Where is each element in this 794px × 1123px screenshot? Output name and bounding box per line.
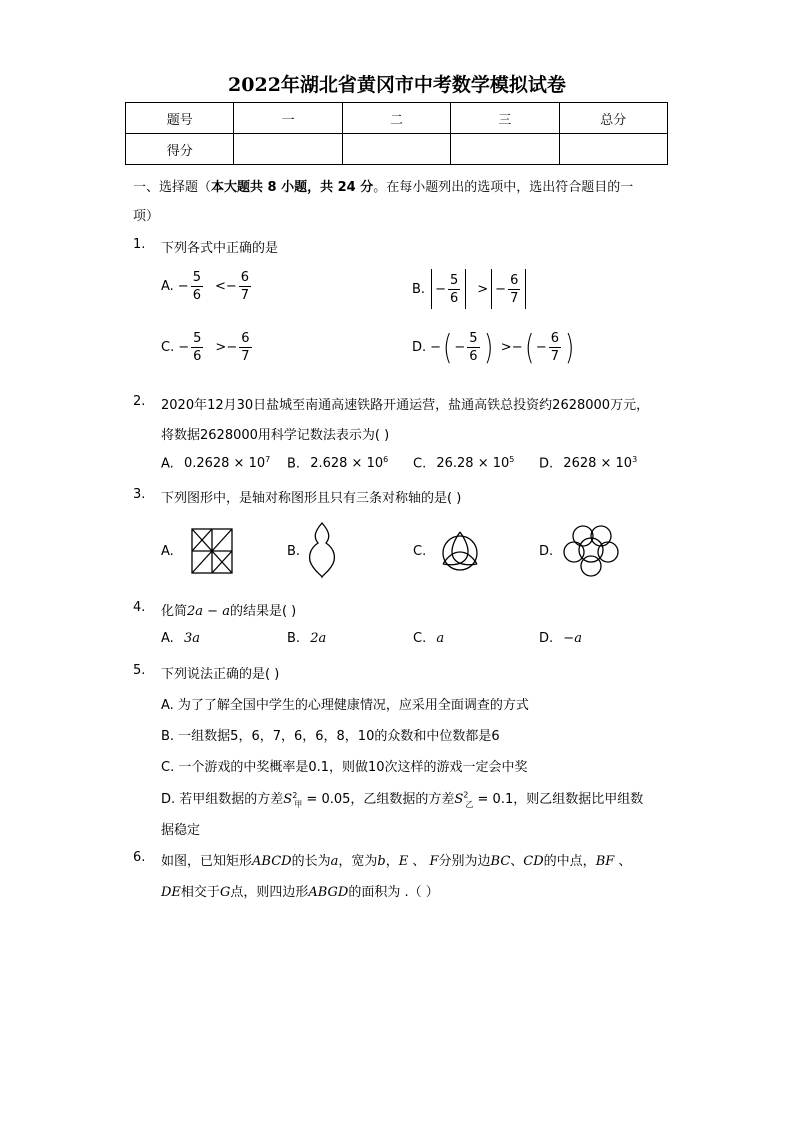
exponent: 3 [632, 455, 638, 464]
fraction [448, 272, 460, 307]
q1-option-b[interactable] [412, 269, 529, 309]
option-label: A. [161, 279, 174, 294]
score-header-cell: 题号 [126, 103, 234, 134]
minus-sign: − [435, 281, 446, 297]
question-stem [161, 600, 296, 619]
section-heading-bold: 本大题共 8 小题，共 24 分 [211, 180, 374, 195]
option-text: D. 若甲组数据的方差 [161, 792, 284, 807]
math-symbol: E [398, 854, 409, 869]
stem-text: 的中点， [543, 854, 596, 869]
denominator: 6 [192, 288, 201, 303]
superscript: 2 [292, 790, 298, 800]
score-table-row [126, 134, 668, 165]
question-number: 6. [133, 850, 146, 865]
option-value: 2a [310, 631, 327, 646]
option-label: B. [287, 631, 301, 646]
q5-option-c[interactable]: C. 一个游戏的中奖概率是0.1，则做10次这样的游戏一定会中奖 [161, 760, 528, 775]
score-cell [559, 134, 667, 165]
comparison-operator: < [214, 279, 226, 294]
math-expression: 2a − a [187, 604, 230, 619]
q3-figure-c[interactable] [435, 528, 485, 574]
option-label: B. [287, 456, 301, 472]
score-header-cell: 三 [451, 103, 559, 134]
option-label: D. [539, 631, 554, 646]
question-stem: 下列说法正确的是( ) [161, 667, 280, 682]
variance-symbol: S [454, 792, 464, 807]
math-symbol: a [330, 854, 339, 869]
question-number: 4. [133, 600, 146, 615]
q3-figure-b[interactable] [305, 521, 339, 579]
numerator: 5 [449, 272, 459, 288]
denominator: 7 [240, 288, 250, 303]
right-paren: ) [565, 327, 575, 368]
q2-option-b[interactable] [287, 455, 388, 471]
q1-option-c[interactable] [161, 330, 254, 365]
stem-text: 、 [510, 854, 524, 869]
minus-sign: − [178, 340, 190, 355]
question-stem-line2 [161, 881, 439, 900]
q4-option-d[interactable] [539, 631, 582, 646]
denominator: 7 [241, 349, 250, 364]
q1-option-d[interactable] [412, 327, 576, 368]
stem-text: ，宽为 [338, 854, 378, 869]
right-paren: ) [483, 327, 493, 368]
denominator: 6 [449, 290, 459, 306]
minus-sign: − [454, 340, 466, 355]
score-cell [234, 134, 342, 165]
numerator: 6 [240, 270, 250, 285]
question-stem: 2020年12月30日盐城至南通高速铁路开通运营，盐通高铁总投资约2628000万元， [161, 398, 650, 413]
option-label[interactable]: A. [161, 544, 174, 559]
fraction [467, 330, 479, 365]
question-stem: 下列图形中，是轴对称图形且只有三条对称轴的是( ) [161, 491, 462, 506]
minus-sign: − [225, 279, 237, 294]
fraction [191, 269, 203, 304]
option-value: 2.628 × 10 [310, 456, 384, 472]
q5-option-a[interactable]: A. 为了了解全国中学生的心理健康情况，应采用全面调查的方式 [161, 698, 529, 713]
section-heading-prefix: 一、选择题（ [133, 180, 212, 195]
q4-option-c[interactable] [413, 631, 444, 646]
q4-option-b[interactable] [287, 631, 326, 646]
option-label: A. [161, 631, 174, 646]
q4-option-a[interactable] [161, 631, 200, 646]
stem-text: 分别为边 [438, 854, 491, 869]
section-heading [133, 176, 633, 195]
subscript: 甲 [294, 799, 303, 809]
page-title: 2022年湖北省黄冈市中考数学模拟试卷 [228, 74, 566, 96]
stem-text: 相交于 [180, 885, 220, 900]
q5-option-d-line2: 据稳定 [161, 823, 201, 838]
math-symbol: F [429, 854, 439, 869]
math-symbol: CD [523, 854, 544, 869]
option-value: a [436, 631, 445, 646]
stem-text: 如图，已知矩形 [161, 854, 253, 869]
question-number: 5. [133, 663, 146, 678]
exponent: 5 [509, 455, 515, 464]
option-label[interactable]: D. [539, 544, 554, 559]
option-value: −a [563, 631, 582, 646]
subscript: 乙 [465, 799, 474, 809]
numerator: 6 [241, 331, 250, 346]
option-value: 2628 × 10 [563, 456, 633, 472]
option-label: A. [161, 456, 174, 472]
option-value: 0.2628 × 10 [183, 456, 266, 472]
section-heading-line2: 项） [133, 209, 160, 224]
stem-text: 、 [614, 854, 632, 869]
numerator: 6 [510, 272, 519, 288]
numerator: 5 [469, 331, 478, 346]
fraction [239, 269, 251, 304]
option-label: C. [413, 456, 427, 472]
math-symbol: DE [161, 885, 181, 900]
q2-option-d[interactable] [539, 455, 637, 471]
option-text: = 0.1，则乙组数据比甲组数 [473, 792, 644, 807]
math-symbol: BF [595, 854, 615, 869]
q2-option-c[interactable] [413, 455, 514, 471]
variance-symbol: S [283, 792, 293, 807]
minus-sign: − [495, 281, 507, 297]
score-header-cell: 一 [234, 103, 342, 134]
question-stem: 下列各式中正确的是 [161, 241, 279, 256]
math-symbol: BC [490, 854, 511, 869]
denominator: 7 [510, 290, 519, 306]
question-number: 3. [133, 487, 146, 502]
stem-text: 化简 [161, 604, 188, 619]
option-label: D. [539, 456, 554, 472]
section-heading-suffix: 。在每小题列出的选项中，选出符合题目的一 [373, 180, 634, 195]
exponent: 7 [265, 455, 271, 464]
q3-figure-d[interactable] [562, 522, 620, 578]
option-label: C. [413, 631, 427, 646]
absolute-bar [465, 269, 466, 309]
question-number: 1. [133, 237, 146, 252]
comparison-operator: > [477, 281, 489, 297]
exponent: 6 [383, 455, 389, 464]
score-row-label: 得分 [126, 134, 234, 165]
fraction [191, 330, 203, 365]
option-label: D. [412, 340, 427, 355]
q5-option-b[interactable]: B. 一组数据5，6，7，6，6，8，10的众数和中位数都是6 [161, 729, 500, 744]
option-label: C. [161, 340, 175, 355]
left-paren: ( [524, 327, 534, 368]
absolute-bar [431, 269, 432, 309]
minus-sign: − [177, 279, 189, 294]
minus-sign: − [511, 340, 523, 355]
math-symbol: ABCD [252, 854, 292, 869]
stem-text: 的长为 [291, 854, 331, 869]
minus-sign: − [535, 340, 547, 355]
stem-text: 的面积为 .（ ） [348, 885, 439, 900]
comparison-operator: > [500, 340, 512, 355]
absolute-bar [525, 269, 526, 309]
stem-text: 点，则四边形 [230, 885, 309, 900]
question-number: 2. [133, 394, 146, 409]
q5-option-d[interactable] [161, 788, 643, 810]
score-cell [451, 134, 559, 165]
math-symbol: ABGD [308, 885, 349, 900]
superscript: 2 [463, 790, 469, 800]
option-value: 26.28 × 10 [436, 456, 510, 472]
minus-sign: − [430, 340, 442, 355]
q3-figure-a[interactable] [190, 527, 234, 575]
score-cell [342, 134, 450, 165]
math-symbol: G [219, 885, 231, 900]
score-table [125, 102, 668, 165]
score-header-cell: 总分 [559, 103, 667, 134]
score-table-header-row [126, 103, 668, 134]
comparison-operator: > [215, 340, 227, 355]
question-stem-line2: 将数据2628000用科学记数法表示为( ) [161, 428, 390, 443]
option-text: = 0.05，乙组数据的方差 [302, 792, 455, 807]
q2-option-a[interactable] [161, 455, 270, 471]
numerator: 6 [550, 331, 560, 346]
math-symbol: b [377, 854, 386, 869]
fraction [549, 330, 561, 365]
denominator: 6 [193, 349, 202, 364]
left-paren: ( [443, 327, 453, 368]
stem-text: ， [385, 854, 399, 869]
numerator: 5 [192, 270, 201, 285]
question-stem [161, 850, 631, 869]
option-label: B. [412, 281, 426, 297]
q1-option-a[interactable] [161, 269, 253, 304]
stem-text: 的结果是( ) [229, 604, 297, 619]
option-label[interactable]: B. [287, 544, 301, 559]
option-value: 3a [183, 631, 200, 646]
option-label[interactable]: C. [413, 544, 427, 559]
absolute-bar [491, 269, 492, 309]
numerator: 5 [193, 331, 202, 346]
fraction [508, 272, 520, 307]
score-header-cell: 二 [342, 103, 450, 134]
denominator: 7 [550, 349, 560, 364]
minus-sign: − [226, 340, 238, 355]
denominator: 6 [469, 349, 478, 364]
stem-text: 、 [408, 854, 430, 869]
fraction [239, 330, 251, 365]
